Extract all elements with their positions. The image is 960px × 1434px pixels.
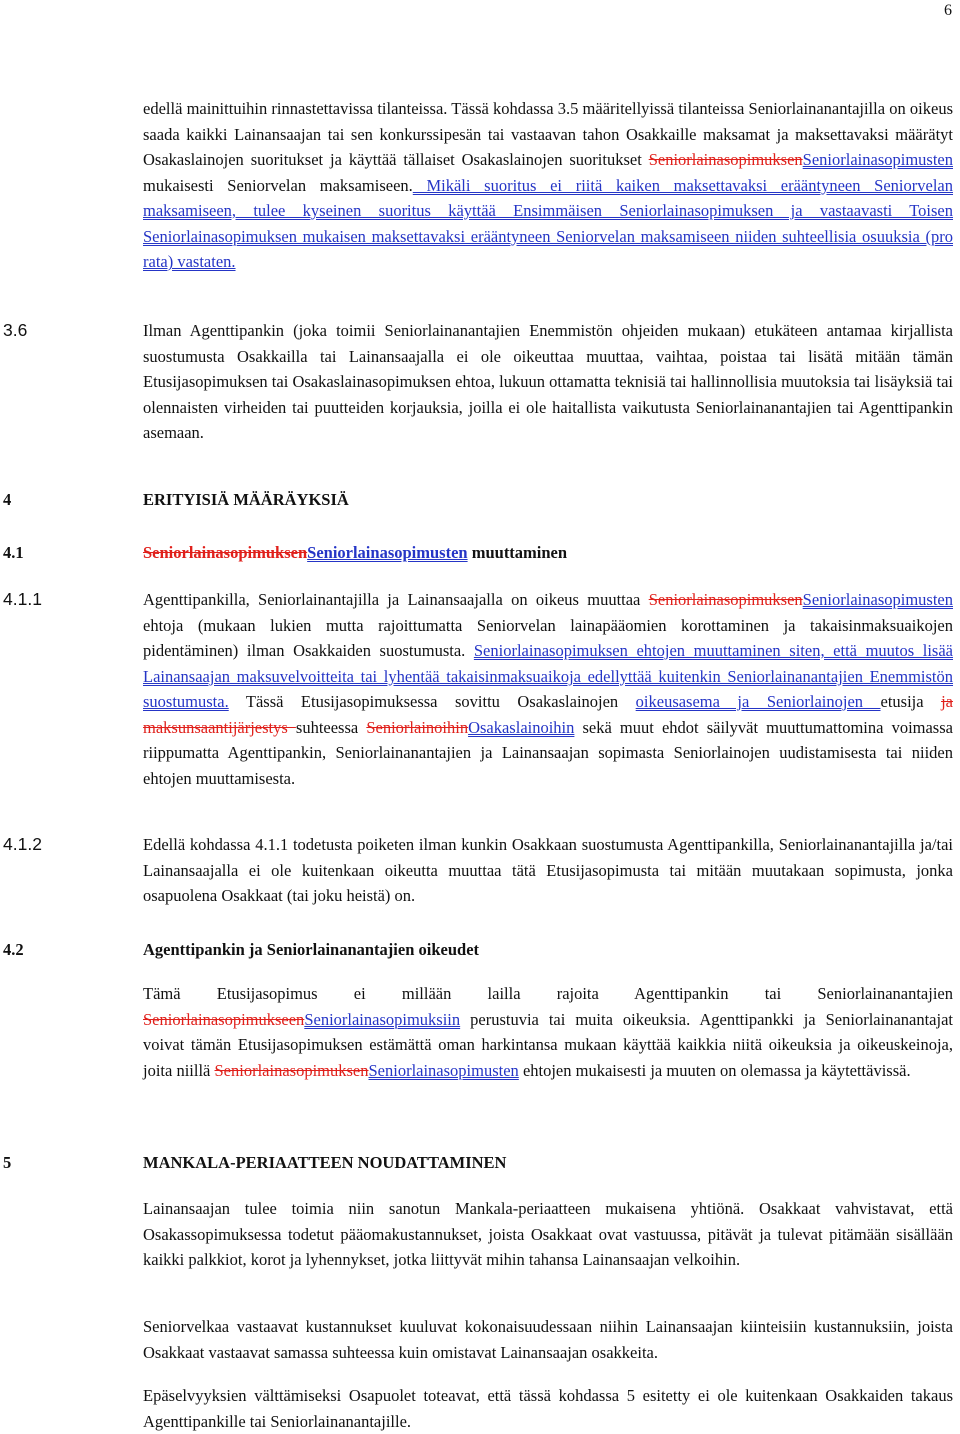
inserted-text: Mikäli suoritus ei riitä kaiken maksettavaksi erääntyneen Seniorvelan maksamiseen, tulee kyseinen suoritus käyttää Ensimmäisen Seniorlainasopimuksen ja vastaavasti Toisen Seniorlainasopimuksen mukaisen maksettavaksi erääntyneen Seniorvelan maksamiseen niiden suhteellisia osuuksia (pro rata) vastaten.	[143, 175, 953, 271]
deleted-text: Seniorlainoihin	[366, 717, 469, 737]
section-number: 4.1	[3, 543, 24, 562]
inserted-text: Seniorlainasopimuksen ehtojen muuttaminen siten, että muutos lisää Lainansaajan maksuvelvoitteita tai lyhentää takaisinmaksuaikoja edellyttää kuitenkin Seniorlainanantajien Enemmistön suostumusta.	[143, 641, 953, 711]
section-number: 4.1.1	[3, 589, 42, 609]
section-4-2-text	[143, 981, 953, 1083]
inserted-text: Seniorlainasopimusten	[368, 1060, 519, 1080]
section-4-1-2-text: Edellä kohdassa 4.1.1 todetusta poiketen ilman kunkin Osakkaan suostumusta Agenttipankilla, Seniorlainanantajilla ja/tai Lainansaajalla ei ole kuitenkaan oikeutta muuttaa tätä Etusijasopimusta tai mitään muutakaan sopimusta, jonka osapuolena Osakkaat (tai joku heistä) on.	[143, 835, 953, 905]
section-4-1-1-text	[143, 587, 953, 791]
section-5-paragraph: Epäselvyyksien välttämiseksi Osapuolet toteavat, että tässä kohdassa 5 esitetty ei ole kuitenkaan Osakkaiden takaus Agenttipankille tai Seniorlainanantajille.	[143, 1386, 953, 1431]
text-segment: Agenttipankilla, Seniorlainantajilla ja Lainansaajalla on oikeus muuttaa	[143, 590, 649, 609]
text-segment: ehtoja (mukaan lukien mutta rajoittumatta Seniorvelan lainapääomien korottaminen ja takaisinmaksuaikojen pidentäminen) ilman Osakkaiden suostumusta.	[143, 615, 953, 660]
deleted-text: Seniorlainasopimuksen	[143, 543, 308, 562]
paragraph-3-5-continuation	[143, 96, 953, 275]
deleted-text: Seniorlainasopimuksen	[648, 150, 803, 169]
inserted-text: Seniorlainasopimusten	[307, 543, 468, 562]
section-heading	[143, 540, 567, 565]
section-number: 3.6	[3, 320, 28, 340]
text-segment: muuttaminen	[467, 543, 568, 562]
section-5-paragraph: Seniorvelkaa vastaavat kustannukset kuuluvat kokonaisuudessaan niihin Lainansaajan kiinteisiin kustannuksiin, joista Osakkaat vastaavat samassa suhteessa kuin omistavat Lainansaajan osakkeita.	[143, 1317, 953, 1362]
section-5-paragraph: Lainansaajan tulee toimia niin sanotun Mankala-periaatteen mukaisena yhtiönä. Osakkaat vahvistavat, että Osakassopimuksessa todetut pääomakustannukset, joista Osakkaat ovat vastuussa, pitävät ja tulevat pitämään sisällään kaikki palkkiot, korot ja lyhennykset, jotka liittyvät mihin tahansa Lainansaajan velkoihin.	[143, 1199, 953, 1269]
inserted-text: Seniorlainasopimusten	[802, 590, 953, 609]
page-number: 6	[944, 2, 952, 19]
section-3-6-text: Ilman Agenttipankin (joka toimii Seniorlainanantajien Enemmistön ohjeiden mukaan) etukäteen antamaa kirjallista suostumusta Osakkailla tai Lainansaajalla ei ole oikeuttaa muuttaa, vaihtaa, poistaa tai lisätä mitään tämän Etusijasopimuksen tai Osakaslainasopimuksen ehtoa, lukuun ottamatta teknisiä tai hallinnollisia muutoksia tai lisäyksiä tai olennaisten virheiden tai puutteiden korjauksia, joilla ei ole haitallista vaikutusta Seniorlainanantajien tai Agenttipankin asemaan.	[143, 321, 953, 442]
deleted-text: Seniorlainasopimuksen	[214, 1060, 369, 1080]
section-number: 4	[3, 490, 12, 509]
inserted-text: Seniorlainasopimusten	[802, 150, 953, 169]
section-number: 4.2	[3, 940, 24, 959]
section-number: 4.1.2	[3, 834, 42, 854]
section-heading: MANKALA-PERIAATTEEN NOUDATTAMINEN	[143, 1153, 507, 1172]
text-segment: edellä mainittuihin rinnastettavissa tilanteissa. Tässä kohdassa 3.5 määritellyissä tilanteissa Seniorlainanantajilla on oikeus saada kaikki Lainansaajan tai sen konkurssipesän tai vastaavan tahon Osakkaille maksamat ja maksettavaksi määrätyt Osakaslainojen suoritukset ja käyttää tällaiset Osakaslainojen suoritukset	[143, 99, 953, 169]
section-heading: Agenttipankin ja Seniorlainanantajien oikeudet	[143, 940, 480, 959]
deleted-text: Seniorlainasopimuksen	[648, 590, 803, 609]
section-heading: ERITYISIÄ MÄÄRÄYKSIÄ	[143, 490, 349, 509]
text-segment: perustuvia tai muita oikeuksia. Agenttipankki ja Seniorlainanantajat voivat tämän Etusijasopimuksen estämättä oman harkintansa mukaan käyttää kaikkia niitä oikeuksia ja oikeuskeinoja, joita niillä	[143, 1009, 953, 1080]
text-segment: Tässä Etusijasopimuksessa sovittu Osakaslainojen	[228, 692, 636, 711]
section-number: 5	[3, 1153, 12, 1172]
text-segment: etusija	[880, 692, 942, 711]
text-segment: sekä muut ehdot säilyvät muuttumattomina voimassa riippumatta Agenttipankin, Seniorlainanantajien ja Lainansaajan sopimasta Seniorlainojen uudistamisesta tai niiden ehtojen muuttamisesta.	[143, 717, 953, 788]
text-segment: mukaisesti Seniorvelan maksamiseen.	[143, 175, 413, 195]
text-segment: Tämä Etusijasopimus ei millään lailla rajoita Agenttipankin tai Seniorlainanantajien	[143, 984, 953, 1003]
inserted-text: Osakaslainoihin	[468, 717, 575, 737]
inserted-text: oikeusasema ja Seniorlainojen	[635, 692, 881, 711]
text-segment: ehtojen mukaisesti ja muuten on olemassa ja käytettävissä.	[518, 1060, 911, 1080]
text-segment: suhteessa	[295, 717, 367, 737]
deleted-text: Seniorlainasopimukseen	[143, 1009, 305, 1029]
inserted-text: Seniorlainasopimuksiin	[304, 1009, 461, 1029]
deleted-text: ja maksunsaantijärjestys	[143, 692, 953, 737]
